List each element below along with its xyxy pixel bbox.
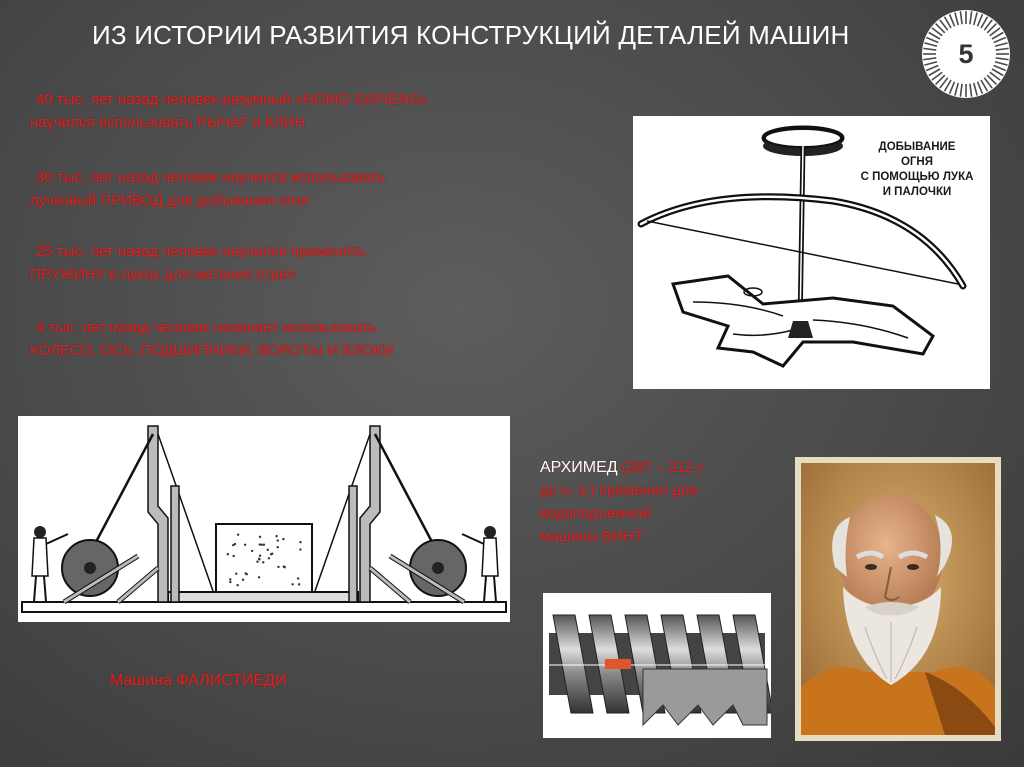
archimedes-line: машины ВИНТ (540, 528, 644, 545)
fact-bow-drive (30, 166, 630, 212)
slide-number: 5 (958, 38, 974, 69)
caption-line: И ПАЛОЧКИ (882, 186, 952, 198)
archimedes-line: водоподъемной (540, 505, 651, 522)
archimedes-text (540, 456, 790, 548)
lifting-machine-drawing (18, 416, 510, 622)
stone-speck (291, 583, 293, 585)
archimedes-line: до н. э.) применил для (540, 482, 698, 499)
stone-speck (277, 566, 279, 568)
stone-speck (234, 543, 236, 545)
stone-speck (232, 555, 234, 557)
stone-speck (262, 561, 264, 563)
slide-number-badge (920, 8, 1012, 100)
screw-illustration (543, 593, 771, 738)
archimedes-dates: (287 – 212 г. (617, 459, 706, 476)
fact-line: 25 тыс. лет назад человек научился применять (36, 243, 366, 260)
stone-speck (260, 544, 262, 546)
caption-line: ДОБЫВАНИЕ (878, 141, 956, 153)
stone-speck (251, 550, 253, 552)
stone-speck (242, 579, 244, 581)
stone-speck (244, 572, 246, 574)
stone-speck (299, 541, 301, 543)
fact-line: 40 тыс. лет назад человек разумный «HOMO SAPIENS» (36, 91, 428, 108)
egyptian-machine-illustration (18, 416, 510, 622)
stone-speck (298, 583, 300, 585)
stone-speck (277, 546, 279, 548)
stone-speck (267, 549, 269, 551)
fact-line: ПРУЖИНУ в луках для метания стрел (30, 266, 296, 283)
fact-line: 30 тыс. лет назад человек научился использовать (36, 169, 386, 186)
stone-speck (263, 543, 265, 545)
caption-line: С ПОМОЩЬЮ ЛУКА (860, 171, 974, 183)
stone-speck (258, 576, 260, 578)
fact-wheel-axle (30, 316, 630, 362)
stone-speck (244, 544, 246, 546)
stone-speck (259, 555, 261, 557)
fact-line: лучковый ПРИВОД для добывания огня (30, 192, 309, 209)
fact-line: КОЛЕСО, ОСЬ, ПОДШИПНИКИ, ВОРОТЫ И БЛОКИ (30, 342, 394, 359)
stone-speck (297, 577, 299, 579)
caption-line: ОГНЯ (900, 156, 934, 168)
machine-caption: Машина ФАЛИСТИЕДИ (110, 672, 287, 689)
stone-speck (275, 535, 277, 537)
archimedes-name: АРХИМЕД (540, 459, 618, 476)
stone-speck (271, 552, 273, 554)
fire-drill-illustration (633, 116, 990, 389)
stone-speck (299, 548, 301, 550)
stone-speck (268, 557, 270, 559)
stone-speck (277, 539, 279, 541)
stone-speck (256, 561, 258, 563)
archimedes-portrait (795, 457, 1001, 741)
fact-line: научился использовать РЫЧАГ и КЛИН (30, 114, 306, 131)
stone-speck (235, 573, 237, 575)
stone-speck (258, 558, 260, 560)
stone-speck (236, 584, 238, 586)
stone-speck (282, 538, 284, 540)
slide-title: ИЗ ИСТОРИИ РАЗВИТИЯ КОНСТРУКЦИЙ ДЕТАЛЕЙ МАШИН (92, 20, 850, 50)
fact-lever-wedge (30, 88, 630, 134)
stone-speck (283, 565, 285, 567)
stone-speck (227, 553, 229, 555)
stone-speck (237, 534, 239, 536)
archimedes-portrait-drawing (795, 457, 1001, 741)
fact-spring (30, 240, 630, 286)
fact-line: 4 тыс. лет назад человек начинает использовать (36, 319, 377, 336)
stone-speck (259, 536, 261, 538)
fire-drill-caption (852, 140, 982, 200)
stone-speck (229, 581, 231, 583)
stone-speck (229, 578, 231, 580)
archimedes-screw-drawing (543, 593, 771, 738)
